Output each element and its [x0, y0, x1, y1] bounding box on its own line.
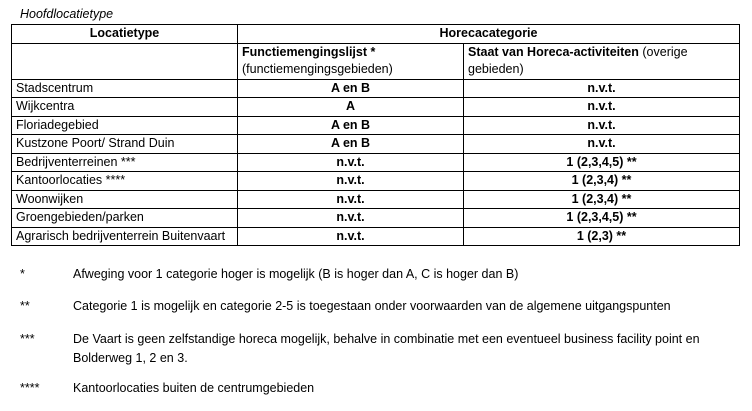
header-staat-sub: (overige gebieden) [468, 44, 688, 76]
header-row-1 [12, 25, 740, 44]
functiemenging-cell: n.v.t. [238, 209, 464, 228]
functiemenging-cell: n.v.t. [238, 227, 464, 246]
horeca-cell: n.v.t. [464, 135, 740, 154]
table-row [12, 98, 740, 117]
locatietype-cell: Kustzone Poort/ Strand Duin [12, 135, 238, 154]
locatietype-cell: Bedrijventerreinen *** [12, 153, 238, 172]
table-row [12, 153, 740, 172]
footnote-marker: **** [20, 381, 40, 395]
footnote-text: Afweging voor 1 categorie hoger is mogelijk (B is hoger dan A, C is hoger dan B) [73, 267, 519, 281]
table-body [12, 79, 740, 246]
table-row [12, 135, 740, 154]
horeca-cell: n.v.t. [464, 79, 740, 98]
functiemenging-cell: A [238, 98, 464, 117]
locatietype-cell: Floriadegebied [12, 116, 238, 135]
horeca-cell: 1 (2,3,4) ** [464, 172, 740, 191]
header-locatietype: Locatietype [12, 25, 238, 44]
locatietype-cell: Woonwijken [12, 190, 238, 209]
footnote-marker: *** [20, 332, 35, 346]
table-row [12, 172, 740, 191]
locatietype-cell: Groengebieden/parken [12, 209, 238, 228]
horeca-cell: 1 (2,3,4,5) ** [464, 153, 740, 172]
horeca-cell: n.v.t. [464, 116, 740, 135]
footnote-text: De Vaart is geen zelfstandige horeca mogelijk, behalve in combinatie met een eventueel business facility point en Bolderweg 1, 2 en 3. [73, 332, 700, 365]
locatietype-cell: Agrarisch bedrijventerrein Buitenvaart [12, 227, 238, 246]
table-row [12, 227, 740, 246]
functiemenging-cell: n.v.t. [238, 190, 464, 209]
locatietype-cell: Kantoorlocaties **** [12, 172, 238, 191]
header-functiemengingslijst-title: Functiemengingslijst * [242, 44, 376, 59]
table-caption: Hoofdlocatietype [20, 7, 114, 21]
table-row [12, 190, 740, 209]
footnote-text: Kantoorlocaties buiten de centrumgebieden [73, 381, 315, 395]
footnote-text: Categorie 1 is mogelijk en categorie 2-5 is toegestaan onder voorwaarden van de algemene uitgangspunten [73, 299, 671, 313]
functiemenging-cell: n.v.t. [238, 153, 464, 172]
table-row [12, 209, 740, 228]
header-blank [12, 43, 238, 79]
footnote-marker: ** [20, 299, 30, 313]
functiemenging-cell: A en B [238, 135, 464, 154]
horeca-table [11, 24, 740, 246]
header-staat-van-horeca [464, 43, 740, 79]
functiemenging-cell: A en B [238, 116, 464, 135]
header-horecacategorie: Horecacategorie [238, 25, 740, 44]
locatietype-cell: Wijkcentra [12, 98, 238, 117]
header-staat-title: Staat van Horeca-activiteiten [468, 44, 639, 59]
horeca-cell: 1 (2,3) ** [464, 227, 740, 246]
functiemenging-cell: n.v.t. [238, 172, 464, 191]
horeca-cell: n.v.t. [464, 98, 740, 117]
header-functiemengingslijst-sub: (functiemengingsgebieden) [242, 62, 393, 76]
table-row [12, 116, 740, 135]
functiemenging-cell: A en B [238, 79, 464, 98]
horeca-cell: 1 (2,3,4,5) ** [464, 209, 740, 228]
header-functiemengingslijst [238, 43, 464, 79]
header-row-2 [12, 43, 740, 79]
footnote-marker: * [20, 267, 25, 281]
locatietype-cell: Stadscentrum [12, 79, 238, 98]
horeca-cell: 1 (2,3,4) ** [464, 190, 740, 209]
table-row [12, 79, 740, 98]
